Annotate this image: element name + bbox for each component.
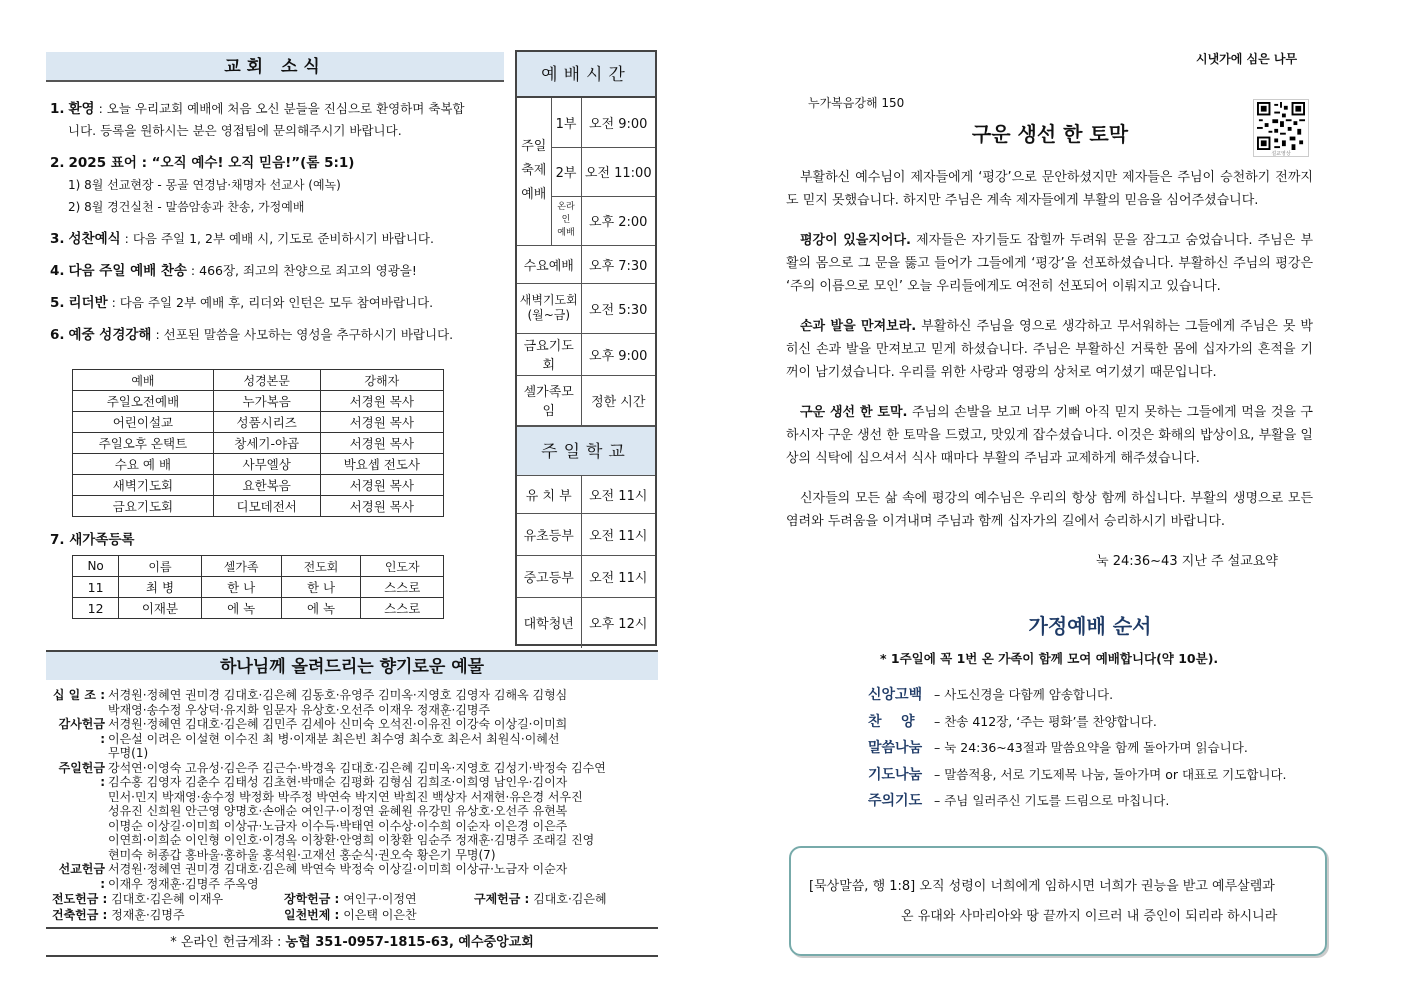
table-row: 새벽기도회 (월~금) 오전 5:30: [517, 283, 655, 333]
news-list: [50, 98, 505, 356]
sermon-series: 누가복음강해 150: [808, 96, 905, 110]
table-row: 수요 예 배 사무엘상 박요셉 전도사: [73, 454, 444, 475]
table-row: 유 치 부 오전 11시: [517, 476, 655, 514]
table-header: No 이름 셀가족 전도회 인도자: [73, 556, 444, 577]
qr-code-graphic: [1256, 102, 1306, 150]
table-row: 어린이설교 성품시리즈 서경원 목사: [73, 412, 444, 433]
verse-line: [묵상말씀, 행 1:8] 오직 성령이 너희에게 임하시면 너희가 권능을 받고 예루살렘과: [809, 879, 1275, 894]
news-title: 교회 소식: [46, 52, 504, 82]
table-row: 온라인 예배 오후 2:00: [517, 196, 655, 245]
table-row: 11 최 병 한 나 한 나 스스로: [73, 577, 444, 598]
table-row: 주일오후 온택트 창세기-야곱 서경원 목사: [73, 433, 444, 454]
list-item: 찬 양 – 찬송 412장, ‘주는 평화’를 찬양합니다.: [868, 713, 1157, 730]
list-item: 기도나눔 – 말씀적용, 서로 기도제목 나눔, 돌아가며 or 대표로 기도합니다.: [868, 766, 1287, 783]
registration-table: [72, 555, 444, 619]
brand-title: 시냇가에 심은 나무: [1196, 52, 1298, 66]
sermon-paragraph: 손과 발을 만져보라. 부활하신 주님을 영으로 생각하고 무서워하는 그들에게 주님은 못 박히신 손과 발을 만져보고 믿게 하셨습니다. 주님은 부활하신 거룩한 몸에 십자가의 흔적을 기꺼이 남기셨습니다. 우리를 위한 사랑과 영광의 상처로 여기셨기 때문입니다.: [786, 319, 1313, 380]
online-account: * 온라인 헌금계좌 : 농협 351-0957-1815-63, 예수중앙교회: [46, 927, 658, 957]
table-row: 12 이재분 에 녹 에 녹 스스로: [73, 598, 444, 619]
news-item-title: 리더반: [68, 295, 108, 311]
news-item-title: 성찬예식: [68, 231, 121, 247]
sermon-paragraph: 구운 생선 한 토막. 주님의 손발을 보고 너무 기뻐 아직 믿지 못하는 그들에게 먹을 것을 구하시자 구운 생선 한 토막을 드렸고, 맛있게 잡수셨습니다. 이것은 화해의 밥상이요, 부활을 일상의 식탁에 심으셔서 식사 때마다 부활의 주님과 교제하게 해주셨습니다.: [786, 405, 1313, 466]
sunday-school-title: 주일학교: [517, 426, 655, 476]
table-row: 유초등부 오전 11시: [517, 514, 655, 556]
meditation-verse-box: [789, 846, 1327, 956]
verse-line: 온 유대와 사마리아와 땅 끝까지 이르러 내 증인이 되리라 하시니라: [901, 909, 1278, 924]
table-row: 중고등부 오전 11시: [517, 556, 655, 598]
offering-row-tithe: 십 일 조 : 서경원·정혜연 권미경 김대호·김은혜 김동호·유영주 김미옥·지영호 김영자 김해옥 김형심 박재영·송수정 우상덕·유지화 임문자 유상호·오선주 이재우 정재훈·김명주: [52, 688, 568, 717]
sermon-summary: [786, 166, 1313, 550]
table-row: 금요기도회 디모데전서 서경원 목사: [73, 496, 444, 517]
bible-study-table: [72, 369, 444, 517]
table-row: 대학청년 오후 12시: [517, 598, 655, 648]
table-row: 셀가족모임 정한 시간: [517, 375, 655, 425]
table-row: 금요기도회 오후 9:00: [517, 333, 655, 375]
table-row: 주일 축제 예배 1부 오전 9:00: [517, 98, 655, 147]
sermon-paragraph: 부활하신 예수님이 제자들에게 ‘평강’으로 문안하셨지만 제자들은 주님이 승천하기 전까지도 믿지 못했습니다. 하지만 주님은 계속 제자들에게 부활의 믿음을 심어주셨습니다.: [786, 170, 1313, 208]
news-item-title: 예중 성경강해: [68, 327, 152, 343]
table-row: 주일오전예배 누가복음 서경원 목사: [73, 391, 444, 412]
sunday-school-table: [517, 476, 655, 648]
news-item-title: 환영: [68, 101, 95, 117]
offering-title: 하나님께 올려드리는 향기로운 예물: [46, 650, 658, 680]
news-item-welcome: 1. 환영 : 오늘 우리교회 예배에 처음 오신 분들을 진심으로 환영하며 축복합 니다. 등록을 원하시는 분은 영접팀에 문의해주시기 바랍니다.: [50, 101, 465, 138]
news-item-motto: 2. 2025 표어 : “오직 예수! 오직 믿음!”(롬 5:1) 1) 8월 선교현장 - 몽골 연경남·채명자 선교사 (예녹) 2) 8월 경건실천 - 말씀암송과 찬송, 가정예배: [50, 155, 355, 214]
home-worship-list: [868, 682, 1287, 815]
qr-code-icon[interactable]: [1253, 99, 1309, 157]
offering-list: [52, 688, 658, 923]
news-item-bible: 6. 예중 성경강해 : 선포된 말씀을 사모하는 영성을 추구하시기 바랍니다.: [50, 327, 454, 343]
news-item-communion: 3. 성찬예식 : 다음 주일 1, 2부 예배 시, 기도로 준비하시기 바랍니다.: [50, 231, 434, 247]
table-row: 수요예배 오후 7:30: [517, 245, 655, 283]
sermon-title: 구운 생선 한 토막: [971, 122, 1129, 146]
sermon-reference: 눅 24:36~43 지난 주 설교요약: [1096, 554, 1278, 569]
offering-row-misc: 건축헌금 : 정재훈·김명주 일천번제 : 이은택 이은찬: [52, 908, 417, 922]
table-header: 예배 성경본문 강해자: [73, 370, 444, 391]
news-item-leader: 5. 리더반 : 다음 주일 2부 예배 후, 리더와 인턴은 모두 참여바랍니다.: [50, 295, 434, 311]
home-worship-note: * 1주일에 꼭 1번 온 가족이 함께 모여 예배합니다(약 10분).: [880, 651, 1219, 666]
home-worship-title: 가정예배 순서: [1028, 614, 1152, 638]
worship-schedule: [515, 50, 657, 646]
table-row: 새벽기도회 요한복음 서경원 목사: [73, 475, 444, 496]
offering-row-misc: 전도헌금 : 김대호·김은혜 이재우 장학헌금 : 여인구·이정연 구제헌금 : 김대호·김은혜: [52, 892, 607, 906]
schedule-table: [517, 98, 655, 426]
offering-row-mission: 선교헌금 : 서경원·정혜연 권미경 김대호·김은혜 박연숙 박정숙 이상길·이미희 이상규·노금자 이순자 이재우 정재훈·김명주 주옥영: [58, 862, 568, 891]
sermon-paragraph: 신자들의 모든 삶 속에 평강의 예수님은 우리의 항상 함께 하십니다. 부활의 생명으로 모든 염려와 두려움을 이겨내며 주님과 함께 십자가의 길에서 승리하시기 바랍니다.: [786, 491, 1313, 529]
list-item: 주의기도 – 주님 일러주신 기도를 드림으로 마칩니다.: [868, 793, 1170, 809]
qr-caption: 설교영상: [1271, 151, 1291, 157]
schedule-title: 예배시간: [517, 52, 655, 98]
table-row: 2부 오전 11:00: [517, 147, 655, 196]
offering-row-thanks: 감사헌금 : 서경원·정혜연 김대호·김은혜 김민주 김세아 신미숙 오석진·이유진 이강숙 이상길·이미희 이은설 이려은 이설현 이수진 최 병·이재분 최은빈 최수영 최수호 최은서 최원식·이혜선 무명(1): [58, 717, 568, 760]
list-item: 말씀나눔 – 눅 24:36~43절과 말씀요약을 함께 돌아가며 읽습니다.: [868, 740, 1248, 756]
news-item-title: 2025 표어 : “오직 예수! 오직 믿음!”(롬 5:1): [68, 155, 355, 171]
registration-title: 7. 새가족등록: [50, 532, 135, 548]
sermon-paragraph: 평강이 있을지어다. 제자들은 자기들도 잡힐까 두려워 문을 잠그고 숨었습니다. 주님은 부활의 몸으로 그 문을 뚫고 들어가 그들에게 ‘평강’을 선포하셨습니다. 부활하신 주님의 평강은 ‘주의 이름으로 모인’ 오늘 우리들에게도 여전히 선포되어 이뤄지고 있습니다.: [786, 233, 1313, 294]
account-number: 농협 351-0957-1815-63, 예수중앙교회: [285, 935, 534, 950]
offering-row-sunday: 주일헌금 : 강석연·이영숙 고유성·김은주 김근수·박경옥 김대호·김은혜 김미옥·지영호 김성기·박정숙 김수연 김수홍 김영자 김춘수 김태성 김초현·박매순 김평화 김형심 김희조·이희영 남인우·김이자 민서·민지 박재영·송수정 박정화 박주정 박연숙 박지연 박희진 백상자 서재현·유은경 서우진 성유진 신희원 안근영 양명호·손애순 여인구·이정연 윤혜원 유강민 유상호·오선주 유현복 이명순 이상길·이미희 이상규·노금자 이수득·박태연 이수상·이수희 이순자 이은경 이은주 이연희·이희순 이인형 이인호·이경옥 이창환·안영희 이창환 임순주 정재훈·김명주 조래길 진영 현미숙 허종갑 홍바울·홍하울 홍석원·고재선 홍순식·권오숙 황은기 무명(7): [58, 760, 606, 862]
news-item-title: 다음 주일 예배 찬송: [68, 263, 187, 279]
list-item: 신앙고백 – 사도신경을 다함께 암송합니다.: [868, 687, 1114, 703]
news-item-hymn: 4. 다음 주일 예배 찬송 : 466장, 죄고의 찬양으로 죄고의 영광을!: [50, 263, 417, 279]
